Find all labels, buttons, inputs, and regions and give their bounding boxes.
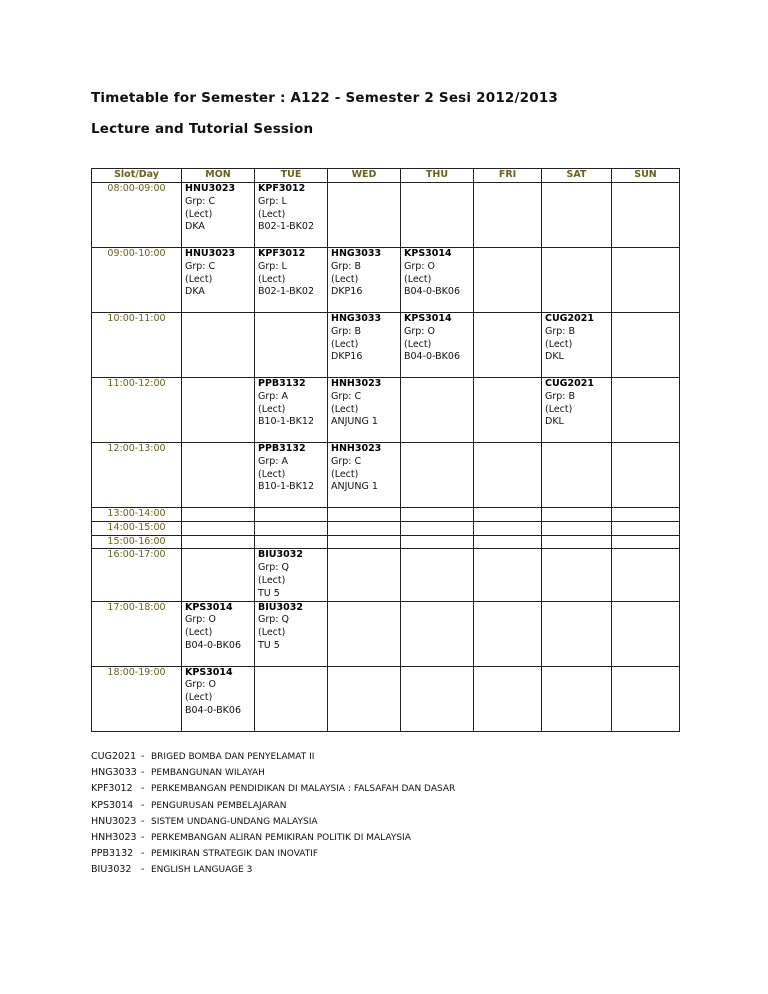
class-cell bbox=[255, 601, 328, 666]
empty-cell bbox=[542, 521, 612, 535]
course-code: HNU3023 bbox=[185, 248, 236, 259]
group-label: Grp: B bbox=[545, 325, 576, 337]
empty-cell bbox=[474, 549, 542, 601]
class-cell bbox=[542, 378, 612, 443]
empty-cell bbox=[542, 248, 612, 313]
room-label: B10-1-BK12 bbox=[258, 416, 315, 428]
empty-cell bbox=[542, 443, 612, 508]
column-header-fri: FRI bbox=[474, 169, 542, 183]
empty-cell bbox=[182, 313, 255, 378]
empty-cell bbox=[542, 183, 612, 248]
course-code: HNH3023 bbox=[331, 378, 382, 389]
course-code: KPS3014 bbox=[185, 601, 233, 613]
group-label: Grp: L bbox=[258, 260, 287, 272]
empty-cell bbox=[401, 508, 474, 522]
group-label: Grp: O bbox=[185, 679, 216, 691]
empty-cell bbox=[401, 666, 474, 731]
room-label: B02-1-BK02 bbox=[258, 221, 315, 233]
room-label: DKA bbox=[185, 286, 205, 298]
empty-cell bbox=[328, 183, 401, 248]
session-type: (Lect) bbox=[258, 273, 286, 285]
column-header-slot: Slot/Day bbox=[92, 169, 182, 183]
legend-item bbox=[91, 830, 455, 846]
legend-item bbox=[91, 814, 455, 830]
empty-cell bbox=[255, 535, 328, 549]
group-label: Grp: B bbox=[545, 390, 576, 402]
timetable-row bbox=[92, 443, 680, 508]
empty-cell bbox=[401, 443, 474, 508]
course-code: CUG2021 bbox=[545, 378, 594, 389]
empty-cell bbox=[542, 601, 612, 666]
group-label: Grp: A bbox=[258, 455, 289, 467]
room-label: B10-1-BK12 bbox=[258, 481, 315, 493]
room-label: DKP16 bbox=[331, 351, 363, 363]
legend-code: HNH3023 bbox=[91, 832, 137, 844]
room-label: TU 5 bbox=[258, 587, 280, 599]
empty-cell bbox=[474, 666, 542, 731]
room-label: TU 5 bbox=[258, 639, 280, 651]
empty-cell bbox=[182, 378, 255, 443]
session-type: (Lect) bbox=[404, 338, 432, 350]
room-label: DKP16 bbox=[331, 286, 363, 298]
class-cell bbox=[255, 549, 328, 601]
legend-item bbox=[91, 862, 455, 878]
legend-code: BIU3032 bbox=[91, 864, 132, 876]
empty-cell bbox=[542, 549, 612, 601]
class-cell bbox=[401, 313, 474, 378]
legend-name: PENGURUSAN PEMBELAJARAN bbox=[151, 800, 287, 811]
session-type: (Lect) bbox=[185, 208, 213, 220]
course-legend bbox=[91, 749, 455, 879]
legend-name: PEMIKIRAN STRATEGIK DAN INOVATIF bbox=[151, 849, 319, 860]
legend-separator: - bbox=[141, 848, 145, 860]
empty-cell bbox=[612, 549, 680, 601]
timetable-row bbox=[92, 183, 680, 248]
legend-separator: - bbox=[141, 832, 145, 844]
legend-name: SISTEM UNDANG-UNDANG MALAYSIA bbox=[151, 816, 318, 827]
group-label: Grp: Q bbox=[258, 562, 289, 574]
empty-cell bbox=[542, 666, 612, 731]
legend-separator: - bbox=[141, 767, 145, 779]
column-header-wed: WED bbox=[328, 169, 401, 183]
legend-code: HNU3023 bbox=[91, 815, 137, 827]
group-label: Grp: C bbox=[331, 455, 362, 467]
column-header-sun: SUN bbox=[612, 169, 680, 183]
session-type: (Lect) bbox=[258, 208, 286, 220]
time-slot: 15:00-16:00 bbox=[92, 535, 182, 549]
legend-name: PEMBANGUNAN WILAYAH bbox=[151, 768, 265, 779]
time-slot: 18:00-19:00 bbox=[92, 666, 182, 731]
legend-separator: - bbox=[141, 815, 145, 827]
class-cell bbox=[328, 443, 401, 508]
empty-cell bbox=[612, 521, 680, 535]
room-label: B04-0-BK06 bbox=[185, 704, 242, 716]
time-slot: 12:00-13:00 bbox=[92, 443, 182, 508]
course-code: BIU3032 bbox=[258, 549, 303, 561]
session-type: (Lect) bbox=[258, 403, 286, 415]
legend-name: PERKEMBANGAN ALIRAN PEMIKIRAN POLITIK DI MALAYSIA bbox=[151, 833, 411, 844]
empty-cell bbox=[255, 508, 328, 522]
legend-code: KPF3012 bbox=[91, 783, 133, 795]
empty-cell bbox=[401, 549, 474, 601]
course-code: HNG3033 bbox=[331, 248, 382, 259]
session-type: (Lect) bbox=[258, 468, 286, 480]
empty-cell bbox=[612, 601, 680, 666]
class-cell bbox=[255, 378, 328, 443]
timetable-row bbox=[92, 535, 680, 549]
legend-item bbox=[91, 765, 455, 781]
legend-code: CUG2021 bbox=[91, 751, 137, 762]
time-slot: 09:00-10:00 bbox=[92, 248, 182, 313]
header-row bbox=[92, 169, 680, 183]
empty-cell bbox=[401, 521, 474, 535]
group-label: Grp: B bbox=[331, 325, 362, 337]
session-type: (Lect) bbox=[258, 574, 286, 586]
class-cell bbox=[182, 248, 255, 313]
time-slot: 17:00-18:00 bbox=[92, 601, 182, 666]
group-label: Grp: C bbox=[185, 195, 216, 207]
time-slot: 08:00-09:00 bbox=[92, 183, 182, 248]
session-type: (Lect) bbox=[545, 338, 573, 350]
empty-cell bbox=[255, 313, 328, 378]
course-code: KPF3012 bbox=[258, 248, 306, 259]
legend-name: PERKEMBANGAN PENDIDIKAN DI MALAYSIA : FALSAFAH DAN DASAR bbox=[151, 784, 456, 795]
legend-item bbox=[91, 798, 455, 814]
session-type: (Lect) bbox=[185, 692, 213, 704]
course-code: PPB3132 bbox=[258, 443, 306, 454]
empty-cell bbox=[182, 549, 255, 601]
legend-name: ENGLISH LANGUAGE 3 bbox=[151, 865, 253, 876]
time-slot: 14:00-15:00 bbox=[92, 521, 182, 535]
course-code: CUG2021 bbox=[545, 313, 594, 324]
course-code: HNG3033 bbox=[331, 313, 382, 324]
column-header-mon: MON bbox=[182, 169, 255, 183]
timetable-row bbox=[92, 601, 680, 666]
empty-cell bbox=[328, 535, 401, 549]
legend-code: PPB3132 bbox=[91, 848, 134, 860]
course-code: HNH3023 bbox=[331, 443, 382, 454]
legend-separator: - bbox=[141, 799, 145, 811]
empty-cell bbox=[328, 521, 401, 535]
empty-cell bbox=[474, 443, 542, 508]
legend-separator: - bbox=[141, 751, 145, 762]
group-label: Grp: C bbox=[331, 390, 362, 402]
session-type: (Lect) bbox=[258, 627, 286, 639]
section-subtitle: Lecture and Tutorial Session bbox=[91, 121, 314, 137]
class-cell bbox=[182, 666, 255, 731]
legend-separator: - bbox=[141, 864, 145, 876]
timetable-row bbox=[92, 313, 680, 378]
room-label: ANJUNG 1 bbox=[331, 416, 378, 428]
room-label: B04-0-BK06 bbox=[185, 639, 242, 651]
course-code: HNU3023 bbox=[185, 183, 236, 194]
timetable-row bbox=[92, 521, 680, 535]
column-header-tue: TUE bbox=[255, 169, 328, 183]
timetable-row bbox=[92, 508, 680, 522]
empty-cell bbox=[401, 601, 474, 666]
empty-cell bbox=[474, 535, 542, 549]
group-label: Grp: Q bbox=[258, 614, 289, 626]
empty-cell bbox=[612, 313, 680, 378]
room-label: DKL bbox=[545, 351, 564, 363]
empty-cell bbox=[328, 601, 401, 666]
empty-cell bbox=[474, 248, 542, 313]
timetable bbox=[91, 168, 680, 732]
column-header-thu: THU bbox=[401, 169, 474, 183]
empty-cell bbox=[182, 443, 255, 508]
empty-cell bbox=[542, 535, 612, 549]
group-label: Grp: A bbox=[258, 390, 289, 402]
class-cell bbox=[401, 248, 474, 313]
class-cell bbox=[542, 313, 612, 378]
session-type: (Lect) bbox=[185, 627, 213, 639]
empty-cell bbox=[474, 521, 542, 535]
session-type: (Lect) bbox=[331, 403, 359, 415]
session-type: (Lect) bbox=[331, 338, 359, 350]
empty-cell bbox=[542, 508, 612, 522]
empty-cell bbox=[182, 535, 255, 549]
empty-cell bbox=[401, 183, 474, 248]
legend-item bbox=[91, 749, 455, 765]
legend-code: KPS3014 bbox=[91, 799, 134, 811]
timetable-row bbox=[92, 549, 680, 601]
room-label: DKA bbox=[185, 221, 205, 233]
group-label: Grp: O bbox=[404, 260, 435, 272]
empty-cell bbox=[401, 378, 474, 443]
session-type: (Lect) bbox=[545, 403, 573, 415]
session-type: (Lect) bbox=[331, 468, 359, 480]
legend-item bbox=[91, 846, 455, 862]
course-code: BIU3032 bbox=[258, 601, 303, 613]
course-code: KPS3014 bbox=[404, 313, 452, 324]
class-cell bbox=[328, 248, 401, 313]
course-code: KPS3014 bbox=[185, 666, 233, 678]
room-label: ANJUNG 1 bbox=[331, 481, 378, 493]
group-label: Grp: O bbox=[404, 325, 435, 337]
time-slot: 10:00-11:00 bbox=[92, 313, 182, 378]
session-type: (Lect) bbox=[185, 273, 213, 285]
time-slot: 13:00-14:00 bbox=[92, 508, 182, 522]
group-label: Grp: B bbox=[331, 260, 362, 272]
page-title: Timetable for Semester : A122 - Semester 2 Sesi 2012/2013 bbox=[91, 90, 559, 106]
timetable-row bbox=[92, 248, 680, 313]
legend-item bbox=[91, 781, 455, 797]
empty-cell bbox=[328, 666, 401, 731]
session-type: (Lect) bbox=[404, 273, 432, 285]
empty-cell bbox=[182, 508, 255, 522]
group-label: Grp: O bbox=[185, 614, 216, 626]
legend-separator: - bbox=[141, 783, 145, 795]
session-type: (Lect) bbox=[331, 273, 359, 285]
class-cell bbox=[255, 183, 328, 248]
column-header-sat: SAT bbox=[542, 169, 612, 183]
empty-cell bbox=[328, 549, 401, 601]
empty-cell bbox=[255, 521, 328, 535]
empty-cell bbox=[474, 313, 542, 378]
empty-cell bbox=[474, 378, 542, 443]
empty-cell bbox=[612, 183, 680, 248]
class-cell bbox=[182, 183, 255, 248]
empty-cell bbox=[474, 601, 542, 666]
empty-cell bbox=[612, 378, 680, 443]
group-label: Grp: C bbox=[185, 260, 216, 272]
timetable-row bbox=[92, 378, 680, 443]
empty-cell bbox=[612, 666, 680, 731]
class-cell bbox=[255, 443, 328, 508]
empty-cell bbox=[612, 443, 680, 508]
time-slot: 11:00-12:00 bbox=[92, 378, 182, 443]
legend-code: HNG3033 bbox=[91, 767, 137, 779]
course-code: KPF3012 bbox=[258, 183, 306, 194]
timetable-row bbox=[92, 666, 680, 731]
empty-cell bbox=[612, 535, 680, 549]
empty-cell bbox=[328, 508, 401, 522]
empty-cell bbox=[255, 666, 328, 731]
class-cell bbox=[182, 601, 255, 666]
empty-cell bbox=[401, 535, 474, 549]
course-code: KPS3014 bbox=[404, 248, 452, 259]
empty-cell bbox=[612, 508, 680, 522]
legend-name: BRIGED BOMBA DAN PENYELAMAT II bbox=[151, 752, 315, 762]
class-cell bbox=[255, 248, 328, 313]
empty-cell bbox=[474, 183, 542, 248]
class-cell bbox=[328, 313, 401, 378]
room-label: B04-0-BK06 bbox=[404, 351, 461, 363]
empty-cell bbox=[612, 248, 680, 313]
group-label: Grp: L bbox=[258, 195, 287, 207]
empty-cell bbox=[474, 508, 542, 522]
empty-cell bbox=[182, 521, 255, 535]
room-label: DKL bbox=[545, 416, 564, 428]
class-cell bbox=[328, 378, 401, 443]
room-label: B02-1-BK02 bbox=[258, 286, 315, 298]
time-slot: 16:00-17:00 bbox=[92, 549, 182, 601]
course-code: PPB3132 bbox=[258, 378, 306, 389]
room-label: B04-0-BK06 bbox=[404, 286, 461, 298]
